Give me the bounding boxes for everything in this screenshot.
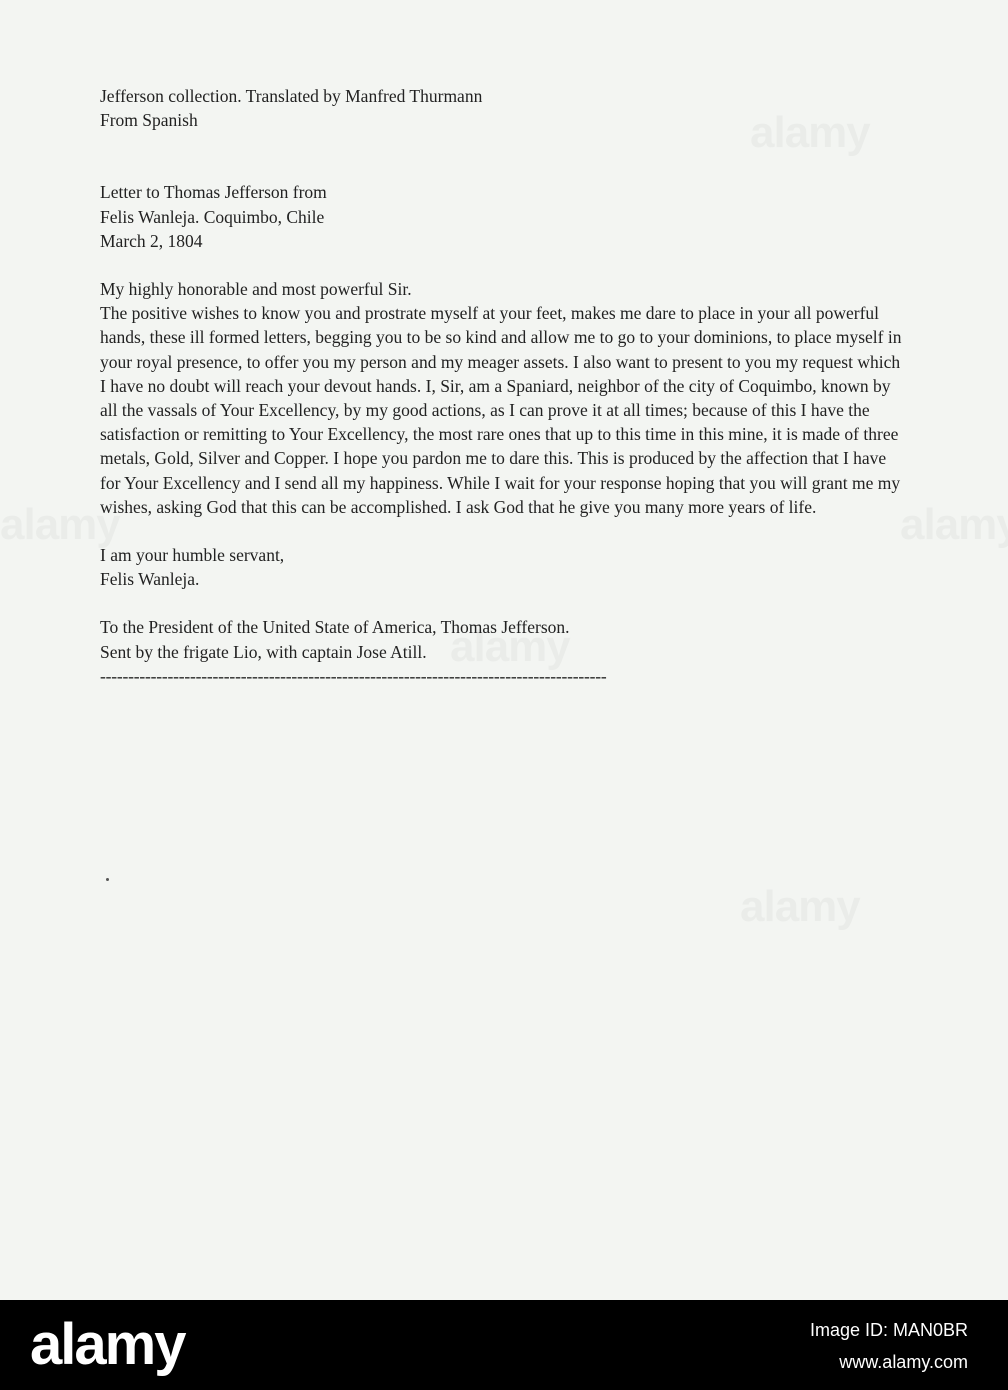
watermark <box>900 500 1008 550</box>
brand-logo: alamy <box>30 1312 185 1377</box>
dashed-separator: ------------------------------------------------------------------------------------------ <box>100 665 607 686</box>
shipment-line: Sent by the frigate Lio, with captain Jose Atill. <box>100 641 427 662</box>
body-paragraph: The positive wishes to know you and prostrate myself at your feet, makes me dare to place in your all powerful hands, these ill formed letters, begging you to be so kind and allow me to go to your dominions, to place myself in your royal presence, to offer you my person and my meager assets. I also want to present to you my request which I have no doubt will reach your devout hands. I, Sir, am a Spaniard, neighbor of the city of Coquimbo, known by all the vassals of Your Excellency, by my good actions, as I can prove it at all times; because of this I have the satisfaction or remitting to Your Excellency, the most rare ones that up to this time in this mine, it is made of three metals, Gold, Silver and Copper. I hope you pardon me to dare this. This is produced by the affection that I have for Your Excellency and I send all my happiness. While I wait for your response hoping that you will grant me my wishes, asking God that this can be accomplished. I ask God that he give you many more years of life. <box>100 303 902 517</box>
delivery-note <box>100 615 910 688</box>
watermark <box>740 882 860 932</box>
letter-heading <box>100 180 910 253</box>
letter-date: March 2, 1804 <box>100 230 203 251</box>
collection-line: Jefferson collection. Translated by Manfred Thurmann <box>100 86 483 106</box>
signature-name: Felis Wanleja. <box>100 569 200 590</box>
closing-line: I am your humble servant, <box>100 545 285 566</box>
closing <box>100 543 910 591</box>
source-language-line: From Spanish <box>100 110 198 131</box>
letter-document <box>100 84 910 688</box>
site-url: www.alamy.com <box>839 1352 968 1372</box>
ink-speck <box>106 878 109 881</box>
salutation: My highly honorable and most powerful Sir. <box>100 279 412 300</box>
stock-banner <box>0 1300 1008 1390</box>
collection-header <box>100 84 910 132</box>
letter-recipient-line: Letter to Thomas Jefferson from <box>100 182 327 203</box>
letter-body <box>100 277 910 519</box>
image-id-label: Image ID: MAN0BR <box>809 1320 968 1340</box>
addressee-line: To the President of the United State of America, Thomas Jefferson. <box>100 617 570 638</box>
letter-sender-line: Felis Wanleja. Coquimbo, Chile <box>100 206 325 227</box>
